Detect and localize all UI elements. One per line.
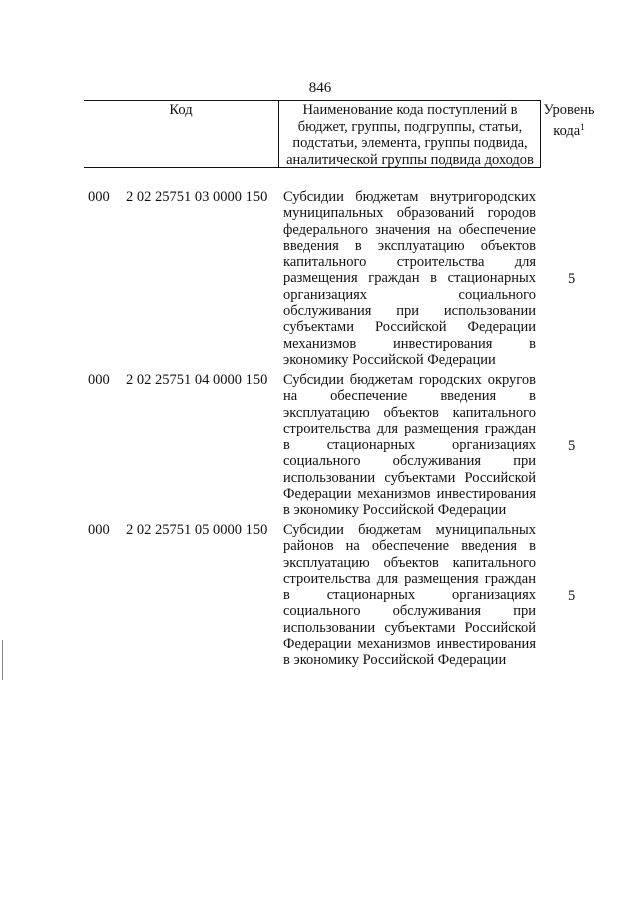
description-line: Федерации механизмов инвестирования — [283, 636, 536, 653]
description-line: муниципальных образований городов — [283, 205, 536, 222]
header-level-line2 — [541, 119, 597, 140]
description-line: районов на обеспечение введения в — [283, 538, 536, 555]
header-level-text: кода — [553, 122, 581, 139]
income-description — [283, 522, 536, 669]
description-line: строительства для размещения граждан — [283, 570, 536, 587]
description-line: механизмов инвестирования в — [283, 335, 536, 352]
description-line: на обеспечение введения в — [283, 388, 536, 405]
income-code: 2 02 25751 03 0000 150 — [126, 189, 268, 205]
description-line: Субсидии бюджетам городских округов — [283, 372, 536, 388]
description-line: Субсидии бюджетам муниципальных — [283, 522, 536, 538]
description-line: Федерации механизмов инвестирования — [283, 486, 536, 503]
description-line: эксплуатацию объектов капитального — [283, 404, 536, 421]
description-line: введения в эксплуатацию объектов — [283, 237, 536, 254]
description-line: в стационарных организациях — [283, 587, 536, 604]
income-code: 2 02 25751 04 0000 150 — [126, 372, 268, 388]
description-line: использовании субъектами Российской — [283, 619, 536, 636]
page-number: 846 — [308, 80, 332, 96]
table-header — [84, 100, 595, 168]
scan-margin-line — [2, 640, 3, 680]
header-level-footnote: 1 — [580, 121, 585, 132]
income-description — [283, 372, 536, 519]
header-name — [278, 101, 541, 168]
header-level-line1: Уровень — [543, 102, 595, 118]
income-description — [283, 189, 536, 368]
admin-code: 000 — [88, 522, 110, 538]
description-line: субъектами Российской Федерации — [283, 319, 536, 336]
code-level: 5 — [568, 438, 576, 454]
description-line: социального обслуживания при — [283, 453, 536, 470]
header-name-line: Наименование кода поступлений в — [302, 102, 518, 118]
header-name-line: подстатьи, элемента, группы подвида, — [292, 135, 528, 151]
code-level: 5 — [568, 271, 576, 287]
description-line: использовании субъектами Российской — [283, 469, 536, 486]
description-line: в экономику Российской Федерации — [283, 652, 507, 669]
income-code: 2 02 25751 05 0000 150 — [126, 522, 268, 538]
admin-code: 000 — [88, 189, 110, 205]
description-line: социального обслуживания при — [283, 603, 536, 620]
description-line: экономику Российской Федерации — [283, 351, 496, 368]
admin-code: 000 — [88, 372, 110, 388]
header-level — [540, 101, 597, 168]
description-line: в экономику Российской Федерации — [283, 502, 507, 519]
code-level: 5 — [568, 588, 576, 604]
header-name-line: аналитической группы подвида доходов — [286, 151, 534, 168]
description-line: строительства для размещения граждан — [283, 420, 536, 437]
header-name-line: бюджет, группы, подгруппы, статьи, — [297, 118, 523, 135]
description-line: Субсидии бюджетам внутригородских — [283, 189, 536, 205]
description-line: организациях социального — [283, 286, 536, 303]
description-line: капитального строительства для — [283, 254, 536, 271]
description-line: федерального значения на обеспечение — [283, 221, 536, 238]
description-line: эксплуатацию объектов капитального — [283, 554, 536, 571]
description-line: в стационарных организациях — [283, 437, 536, 454]
description-line: размещения граждан в стационарных — [283, 270, 536, 287]
description-line: обслуживания при использовании — [283, 303, 536, 320]
header-code: Код — [169, 102, 193, 118]
